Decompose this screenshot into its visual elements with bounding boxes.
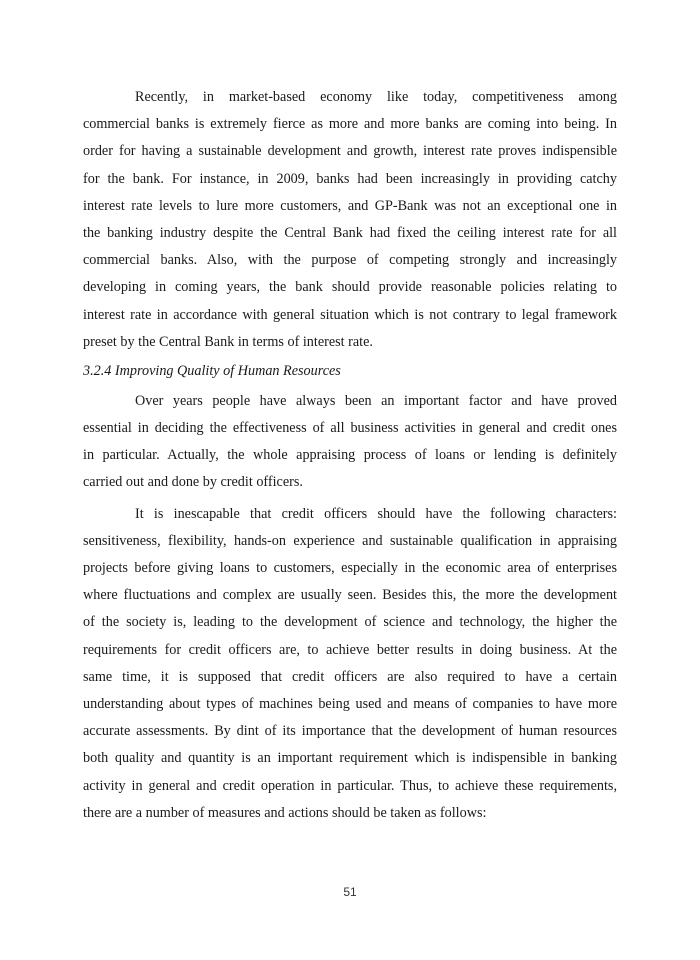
text-line: in particular. Actually, the whole appraising process of loans or lending is definitely [83,447,617,464]
text-line: requirements for credit officers are, to achieve better results in doing business. At the [83,641,617,658]
text-line: Over years people have always been an important factor and have proved [135,392,617,409]
text-line: of the society is, leading to the development of science and technology, the higher the [83,614,617,631]
text-line: commercial banks. Also, with the purpose of competing strongly and increasingly [83,252,617,269]
paragraph-people-factor [83,388,617,497]
text-line: there are a number of measures and actions should be taken as follows: [83,804,487,821]
paragraph-credit-officers [83,501,617,827]
text-line: interest rate levels to lure more customers, and GP-Bank was not an exceptional one in [83,197,617,214]
text-line: projects before giving loans to customers, especially in the economic area of enterprises [83,560,617,576]
text-line: It is inescapable that credit officers should have the following characters: [135,505,617,522]
text-line: order for having a sustainable development and growth, interest rate proves indispensible [83,143,617,160]
text-line: accurate assessments. By dint of its importance that the development of human resources [83,723,617,740]
text-line: same time, it is supposed that credit officers are also required to have a certain [83,668,617,685]
text-line: interest rate in accordance with general situation which is not contrary to legal framework [83,306,617,323]
paragraph-interest-rate [83,84,617,356]
text-line: preset by the Central Bank in terms of interest rate. [83,333,373,350]
text-line: understanding about types of machines being used and means of companies to have more [83,695,617,712]
text-line: essential in deciding the effectiveness of all business activities in general and credit ones [83,420,617,437]
text-line: developing in coming years, the bank should provide reasonable policies relating to [83,279,617,296]
section-heading: 3.2.4 Improving Quality of Human Resources [83,362,341,379]
text-line: sensitiveness, flexibility, hands-on experience and sustainable qualification in appraising [83,532,617,549]
text-line: where fluctuations and complex are usually seen. Besides this, the more the development [83,587,617,604]
body-text [83,84,617,829]
text-line: Recently, in market-based economy like today, competitiveness among [135,89,617,105]
text-line: commercial banks is extremely fierce as more and more banks are coming into being. In [83,116,617,133]
text-line: for the bank. For instance, in 2009, banks had been increasingly in providing catchy [83,170,617,187]
text-line: both quality and quantity is an important requirement which is indispensible in banking [83,750,617,767]
text-line: carried out and done by credit officers. [83,474,303,491]
text-line: the banking industry despite the Central Bank had fixed the ceiling interest rate for all [83,224,617,241]
text-line: activity in general and credit operation in particular. Thus, to achieve these requirements, [83,777,617,794]
page-number: 51 [343,885,357,899]
